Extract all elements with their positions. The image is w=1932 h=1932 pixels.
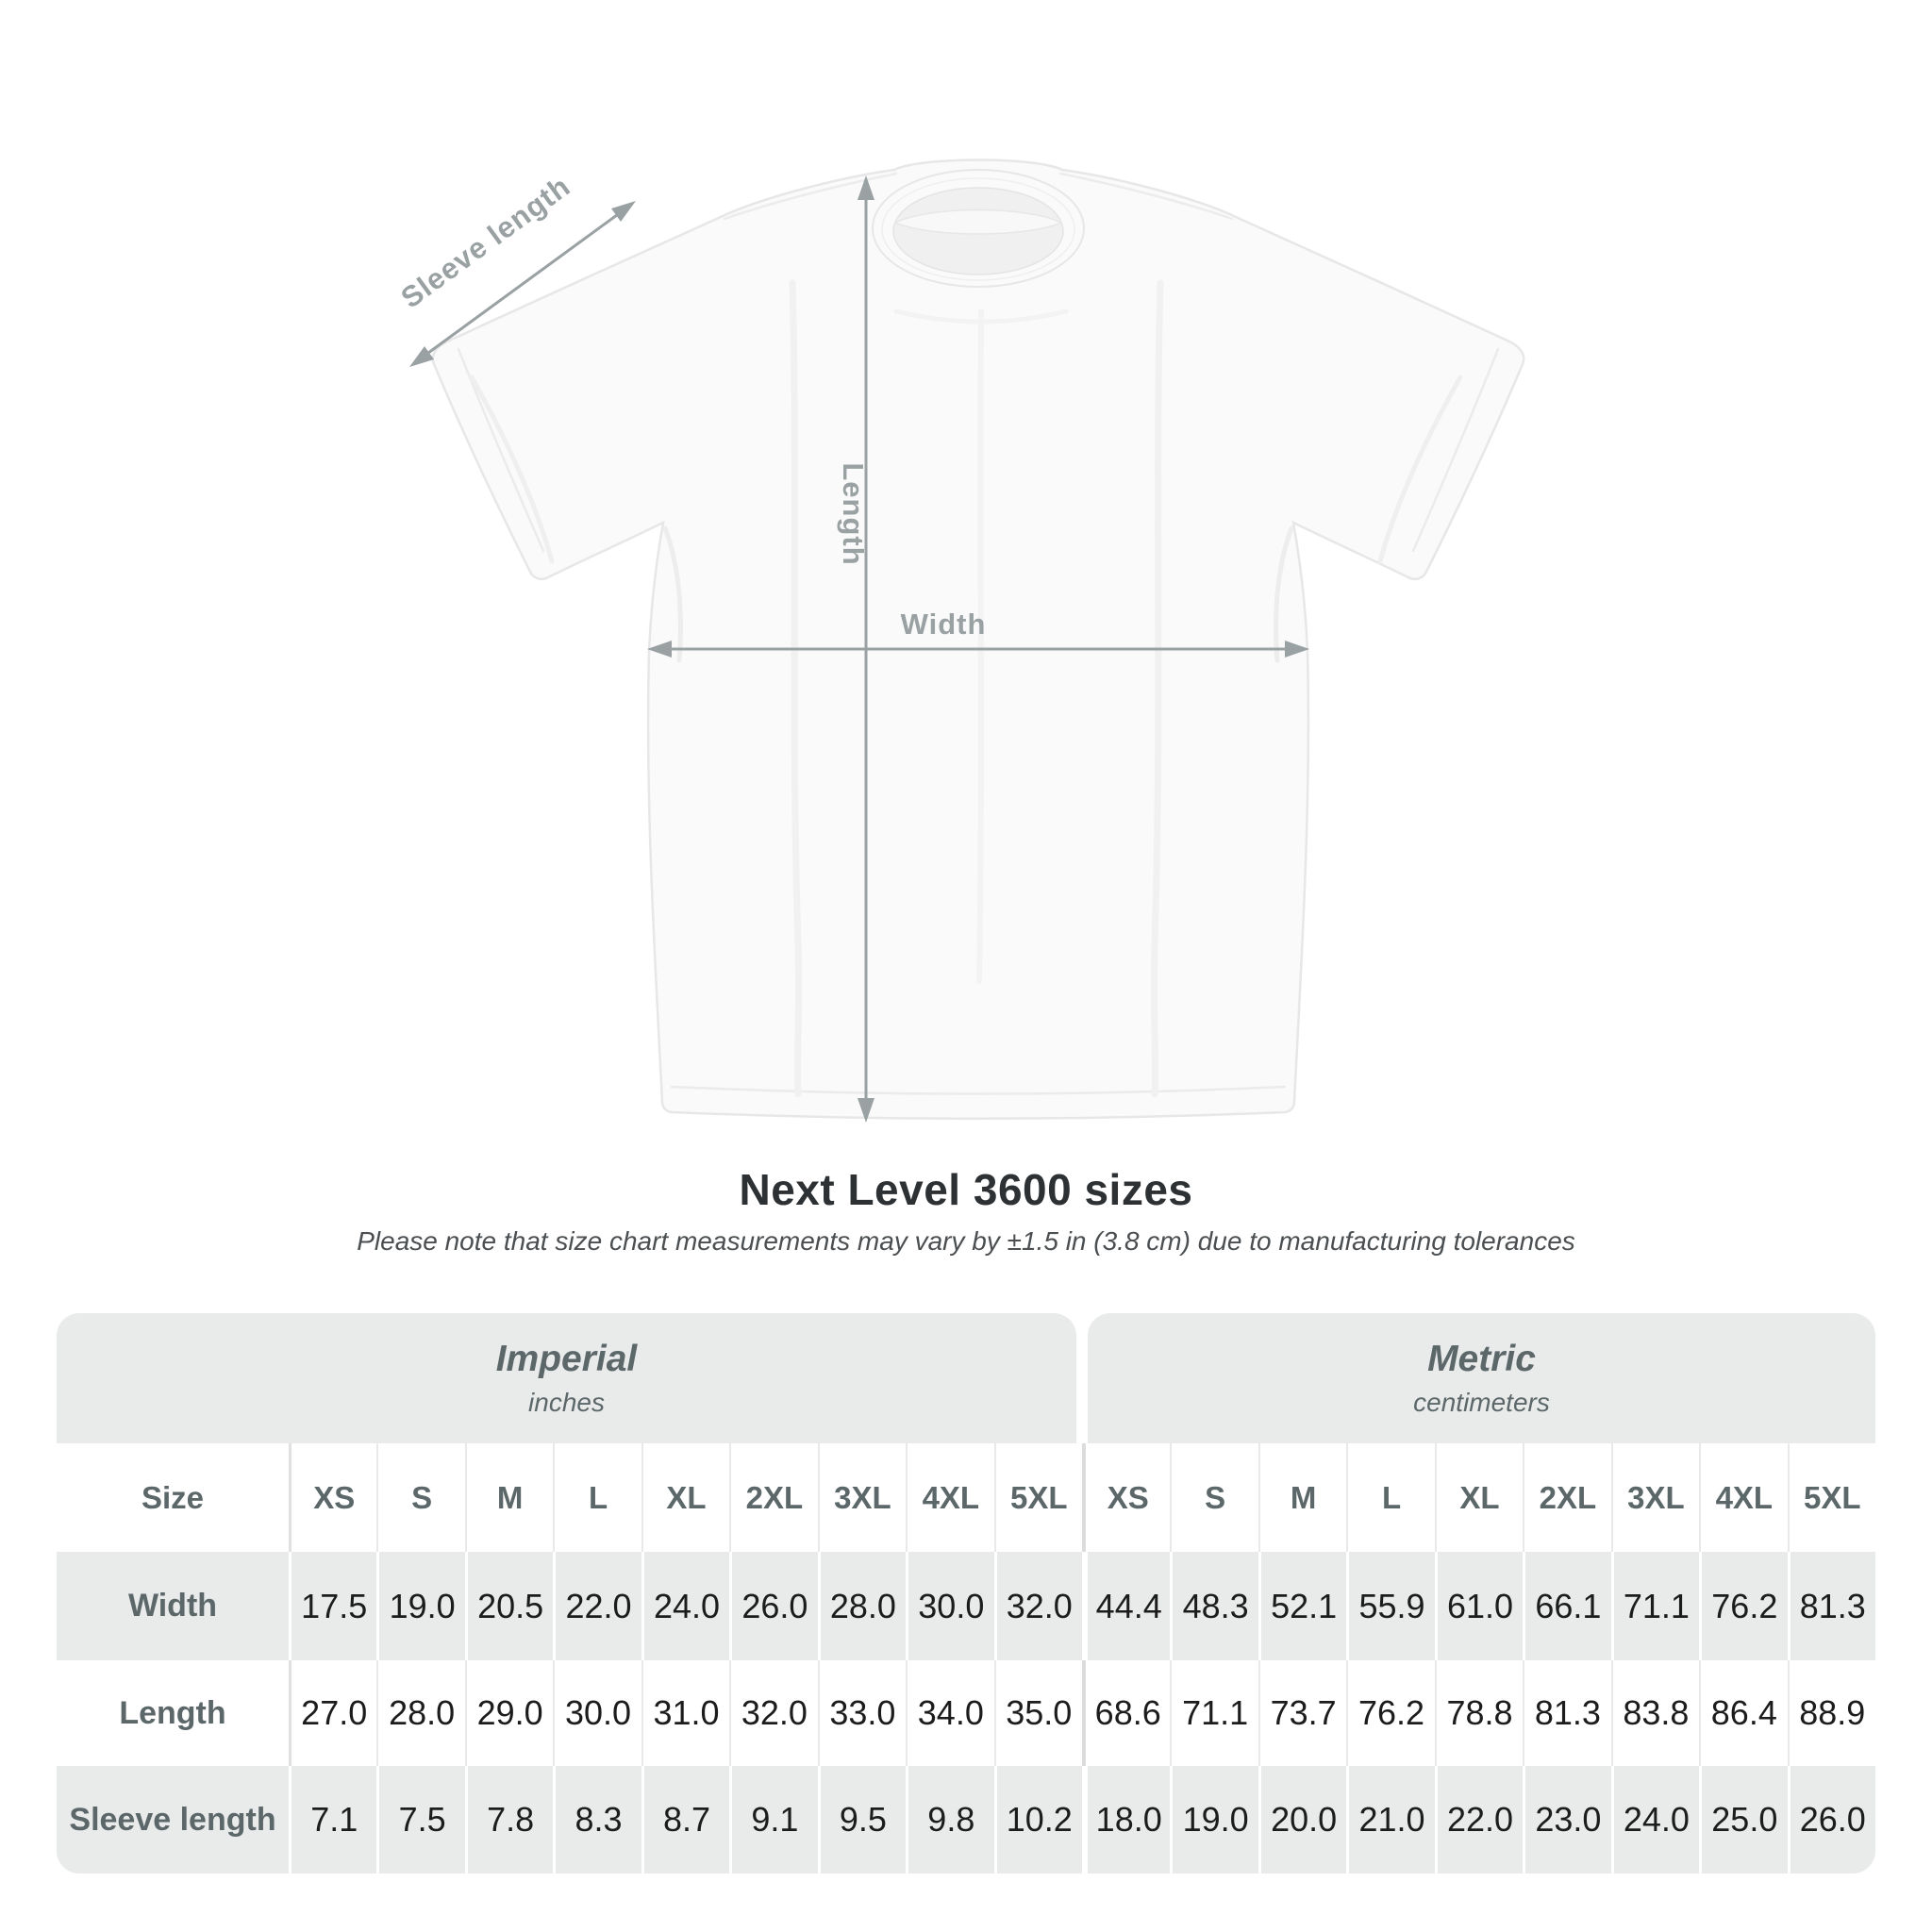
sleeve-value-cell: 7.8 — [465, 1766, 553, 1874]
length-value-cell: 33.0 — [818, 1660, 906, 1766]
width-value-cell: 20.5 — [465, 1552, 553, 1660]
size-col-header: 3XL — [1611, 1443, 1699, 1552]
length-value-cell: 88.9 — [1788, 1660, 1875, 1766]
size-col-header: 4XL — [1699, 1443, 1787, 1552]
imperial-band — [57, 1313, 1076, 1443]
sleeve-value-cell: 23.0 — [1523, 1766, 1610, 1874]
length-value-cell: 29.0 — [465, 1660, 553, 1766]
page-title: Next Level 3600 sizes — [739, 1165, 1193, 1214]
length-value-cell: 31.0 — [641, 1660, 729, 1766]
width-value-cell: 81.3 — [1788, 1552, 1875, 1660]
size-col-header: 4XL — [906, 1443, 993, 1552]
width-value-cell: 30.0 — [906, 1552, 993, 1660]
width-value-cell: 61.0 — [1435, 1552, 1523, 1660]
sleeve-value-cell: 25.0 — [1699, 1766, 1787, 1874]
length-value-cell: 34.0 — [906, 1660, 993, 1766]
size-header-label: Size — [141, 1479, 205, 1515]
size-col-header: 2XL — [729, 1443, 817, 1552]
size-header-row — [57, 1443, 1875, 1552]
length-value-cell: 83.8 — [1611, 1660, 1699, 1766]
width-value-cell: 76.2 — [1699, 1552, 1787, 1660]
size-col-header: 2XL — [1523, 1443, 1610, 1552]
size-col-header: 5XL — [1788, 1443, 1875, 1552]
size-table — [57, 1313, 1875, 1874]
width-value-cell: 71.1 — [1611, 1552, 1699, 1660]
sleeve-value-cell: 18.0 — [1082, 1766, 1170, 1874]
metric-band — [1088, 1313, 1875, 1443]
size-col-header: 3XL — [818, 1443, 906, 1552]
sleeve-value-cell: 19.0 — [1170, 1766, 1257, 1874]
sleeve-value-cell: 22.0 — [1435, 1766, 1523, 1874]
tshirt-collar — [873, 170, 1084, 287]
width-row — [57, 1552, 1875, 1660]
size-col-header: M — [1258, 1443, 1346, 1552]
width-dimension-label: Width — [900, 608, 987, 641]
length-dimension-label: Length — [837, 462, 870, 566]
sleeve-value-cell: 7.1 — [289, 1766, 376, 1874]
width-value-cell: 19.0 — [376, 1552, 464, 1660]
sleeve-value-cell: 26.0 — [1788, 1766, 1875, 1874]
sleeve-value-cell: 24.0 — [1611, 1766, 1699, 1874]
measurement-row-label: Length — [119, 1694, 226, 1731]
size-col-header: XL — [641, 1443, 729, 1552]
length-value-cell: 71.1 — [1170, 1660, 1257, 1766]
sleeve-value-cell: 9.8 — [906, 1766, 993, 1874]
length-value-cell: 78.8 — [1435, 1660, 1523, 1766]
size-col-header: XS — [289, 1443, 376, 1552]
width-value-cell: 52.1 — [1258, 1552, 1346, 1660]
metric-band-unit: centimeters — [1413, 1388, 1550, 1417]
size-col-header: 5XL — [994, 1443, 1082, 1552]
length-row — [57, 1660, 1875, 1766]
measurement-row-label: Width — [127, 1588, 218, 1624]
size-col-header: S — [1170, 1443, 1257, 1552]
sleeve-value-cell: 7.5 — [376, 1766, 464, 1874]
size-col-header: S — [376, 1443, 464, 1552]
length-value-cell: 27.0 — [289, 1660, 376, 1766]
sleeve-value-cell: 8.7 — [641, 1766, 729, 1874]
imperial-band-unit: inches — [528, 1388, 605, 1417]
width-value-cell: 22.0 — [553, 1552, 641, 1660]
sleeve-value-cell: 8.3 — [553, 1766, 641, 1874]
width-value-cell: 28.0 — [818, 1552, 906, 1660]
imperial-band-title: Imperial — [495, 1339, 638, 1379]
length-value-cell: 86.4 — [1699, 1660, 1787, 1766]
length-value-cell: 32.0 — [729, 1660, 817, 1766]
sleeve-value-cell: 9.5 — [818, 1766, 906, 1874]
length-value-cell: 28.0 — [376, 1660, 464, 1766]
length-value-cell: 35.0 — [994, 1660, 1082, 1766]
length-value-cell: 73.7 — [1258, 1660, 1346, 1766]
sleeve-value-cell: 21.0 — [1346, 1766, 1434, 1874]
width-value-cell: 66.1 — [1523, 1552, 1610, 1660]
length-value-cell: 81.3 — [1523, 1660, 1610, 1766]
width-value-cell: 44.4 — [1082, 1552, 1170, 1660]
sleeve-value-cell: 10.2 — [994, 1766, 1082, 1874]
size-col-header: L — [1346, 1443, 1434, 1552]
sleeve-value-cell: 20.0 — [1258, 1766, 1346, 1874]
sleeve-length-row — [57, 1766, 1875, 1874]
width-value-cell: 55.9 — [1346, 1552, 1434, 1660]
size-col-header: XL — [1435, 1443, 1523, 1552]
width-value-cell: 26.0 — [729, 1552, 817, 1660]
length-value-cell: 76.2 — [1346, 1660, 1434, 1766]
measurement-row-label: Sleeve length — [69, 1801, 276, 1838]
size-col-header: M — [465, 1443, 553, 1552]
unit-group-band — [57, 1313, 1875, 1443]
sleeve-length-dimension-label: Sleeve length — [394, 169, 577, 315]
width-value-cell: 17.5 — [289, 1552, 376, 1660]
size-col-header: XS — [1082, 1443, 1170, 1552]
size-col-header: L — [553, 1443, 641, 1552]
width-value-cell: 32.0 — [994, 1552, 1082, 1660]
length-value-cell: 30.0 — [553, 1660, 641, 1766]
sleeve-value-cell: 9.1 — [729, 1766, 817, 1874]
metric-band-title: Metric — [1427, 1339, 1536, 1379]
width-value-cell: 24.0 — [641, 1552, 729, 1660]
length-value-cell: 68.6 — [1082, 1660, 1170, 1766]
width-value-cell: 48.3 — [1170, 1552, 1257, 1660]
tolerance-note: Please note that size chart measurements may vary by ±1.5 in (3.8 cm) due to manufacturing tolerances — [357, 1226, 1575, 1256]
